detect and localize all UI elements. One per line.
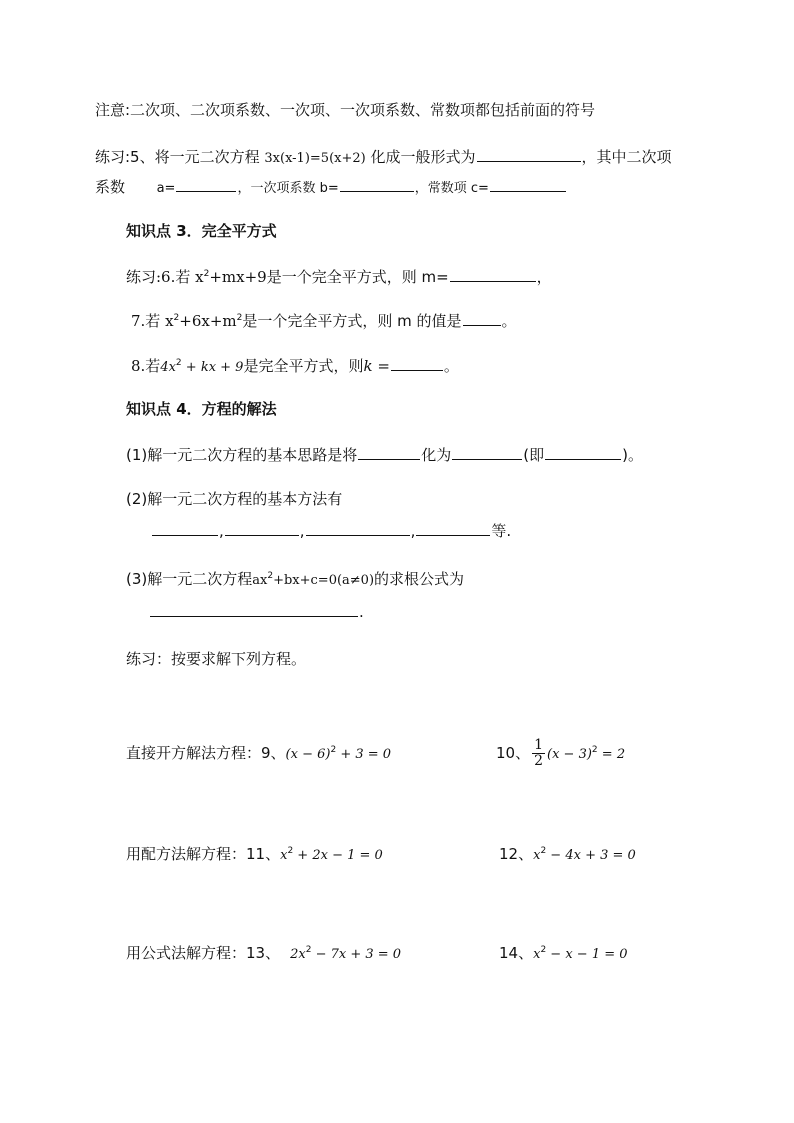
exercise-5-line2 [95, 177, 567, 199]
k-blank[interactable] [391, 356, 443, 371]
problem-12-eq-a: x [533, 848, 541, 863]
c-blank[interactable] [490, 177, 566, 192]
method-1-c: (即 [523, 446, 545, 464]
exercise-7-sup1: 2 [173, 313, 180, 323]
method-1-a: (1)解一元二次方程的基本思路是将 [126, 446, 358, 464]
idea-blank-2[interactable] [452, 445, 522, 460]
problem-14-sup: 2 [540, 945, 547, 955]
m-blank-6[interactable] [450, 267, 536, 282]
section-4-title: 知识点 4．方程的解法 [126, 400, 277, 418]
method-sep-3: , [410, 522, 416, 540]
exercise-6-sup: 2 [203, 269, 210, 279]
problem-12-sup: 2 [540, 846, 547, 856]
idea-blank-3[interactable] [545, 445, 621, 460]
problem-11-sup: 2 [287, 846, 294, 856]
problem-10-eq-b: = 2 [597, 747, 626, 762]
exercise-6-end: ， [536, 268, 552, 286]
method-2: (2)解一元二次方程的基本方法有 [126, 490, 343, 508]
a-blank[interactable] [176, 177, 236, 192]
problem-13 [126, 943, 401, 965]
method-3-end: . [359, 603, 364, 621]
method-1-b: 化为 [421, 446, 452, 464]
problem-13-label: 用公式法解方程：13、 [126, 944, 281, 962]
practice-heading: 练习：按要求解下列方程。 [126, 650, 307, 668]
exercise-8-text: 是完全平方式，则 [243, 357, 364, 375]
exercise-6 [126, 267, 552, 287]
problem-13-eq-a: 2x [290, 947, 306, 962]
method-blank-2[interactable] [225, 521, 299, 536]
method-2-blanks [151, 521, 511, 541]
exercise-8-eq: = [372, 357, 390, 375]
exercise-8-prefix: 8.若 [131, 357, 161, 375]
method-blank-1[interactable] [152, 521, 218, 536]
one-half-fraction [532, 738, 545, 769]
exercise-5-after: ，其中二次项 [581, 148, 672, 166]
problem-11-label: 用配方法解方程：11、 [126, 845, 281, 863]
exercise-5-middle: 化成一般形式为 [370, 148, 476, 166]
problem-9-eq-a: (x − 6) [285, 747, 331, 762]
section-3-title: 知识点 3．完全平方式 [126, 222, 277, 240]
formula-blank[interactable] [150, 602, 358, 617]
method-2-end: 等. [491, 522, 512, 540]
problem-9 [126, 743, 391, 765]
a-label: a= [156, 181, 176, 196]
exercise-7-mid: +6x+m [179, 312, 237, 330]
exercise-5-equation: 3x(x-1)=5(x+2) [264, 151, 366, 166]
problem-13-eq-b: − 7x + 3 = 0 [311, 947, 402, 962]
exercise-7-text: 是一个完全平方式，则 m 的值是 [242, 312, 462, 330]
method-3 [126, 569, 464, 591]
problem-13-sup: 2 [305, 945, 312, 955]
method-blank-4[interactable] [416, 521, 490, 536]
method-3-eq: ax [252, 573, 268, 588]
fraction-numerator: 1 [534, 737, 544, 753]
problem-12-eq-b: − 4x + 3 = 0 [546, 848, 636, 863]
exercise-8-k: k [363, 357, 373, 375]
problem-10-sup: 2 [591, 745, 598, 755]
general-form-blank[interactable] [477, 147, 581, 162]
problem-14-label: 14、 [499, 944, 534, 962]
exercise-7-sup2: 2 [236, 313, 243, 323]
problem-14-eq-b: − x − 1 = 0 [546, 947, 628, 962]
coefficient-label: 系数 [95, 178, 126, 196]
exercise-7 [131, 311, 517, 331]
idea-blank-1[interactable] [358, 445, 420, 460]
problem-9-sup: 2 [330, 745, 337, 755]
method-3-b: 的求根公式为 [374, 570, 465, 588]
exercise-8-sup: 2 [175, 358, 182, 368]
exercise-8-expr-a: 4x [160, 360, 176, 375]
method-3-sup: 2 [267, 571, 274, 581]
problem-14-eq-a: x [533, 947, 541, 962]
problem-11-eq-a: x [280, 848, 288, 863]
problem-12 [499, 844, 636, 866]
m-blank-7[interactable] [463, 311, 501, 326]
method-1-d: )。 [622, 446, 643, 464]
problem-10-label: 10、 [496, 744, 531, 762]
method-3-a: (3)解一元二次方程 [126, 570, 253, 588]
exercise-7-end: 。 [501, 312, 517, 330]
method-sep-1: , [219, 522, 224, 540]
exercise-8-expr-b: + kx + 9 [181, 360, 244, 375]
exercise-6-text: 是一个完全平方式，则 m= [266, 268, 449, 286]
exercise-5-prefix: 练习:5、将一元二次方程 [95, 148, 260, 166]
method-sep-2: , [299, 522, 305, 540]
method-blank-3[interactable] [306, 521, 410, 536]
linear-coefficient-label: ，一次项系数 b= [237, 181, 339, 196]
note-text: 注意:二次项、二次项系数、一次项、一次项系数、常数项都包括前面的符号 [95, 101, 596, 119]
fraction-denominator: 2 [534, 753, 544, 769]
exercise-6-expr: +mx+9 [209, 268, 267, 286]
b-blank[interactable] [340, 177, 414, 192]
method-3-eq-rest: +bx+c=0(a≠0) [273, 573, 375, 588]
problem-11 [126, 844, 383, 866]
constant-term-label: ，常数项 c= [414, 181, 489, 196]
formula-line [149, 602, 364, 622]
exercise-7-prefix: 7.若 x [131, 312, 174, 330]
problem-9-eq-b: + 3 = 0 [336, 747, 392, 762]
problem-12-label: 12、 [499, 845, 534, 863]
problem-14 [499, 943, 628, 965]
exercise-6-prefix: 练习:6.若 x [126, 268, 204, 286]
problem-10 [496, 734, 625, 774]
exercise-8-end: 。 [443, 357, 459, 375]
exercise-8 [131, 356, 459, 378]
exercise-5-line1 [95, 147, 672, 169]
problem-10-eq-a: (x − 3) [547, 747, 592, 762]
problem-9-label: 直接开方解法方程：9、 [126, 744, 286, 762]
method-1 [126, 445, 643, 465]
problem-11-eq-b: + 2x − 1 = 0 [293, 848, 383, 863]
